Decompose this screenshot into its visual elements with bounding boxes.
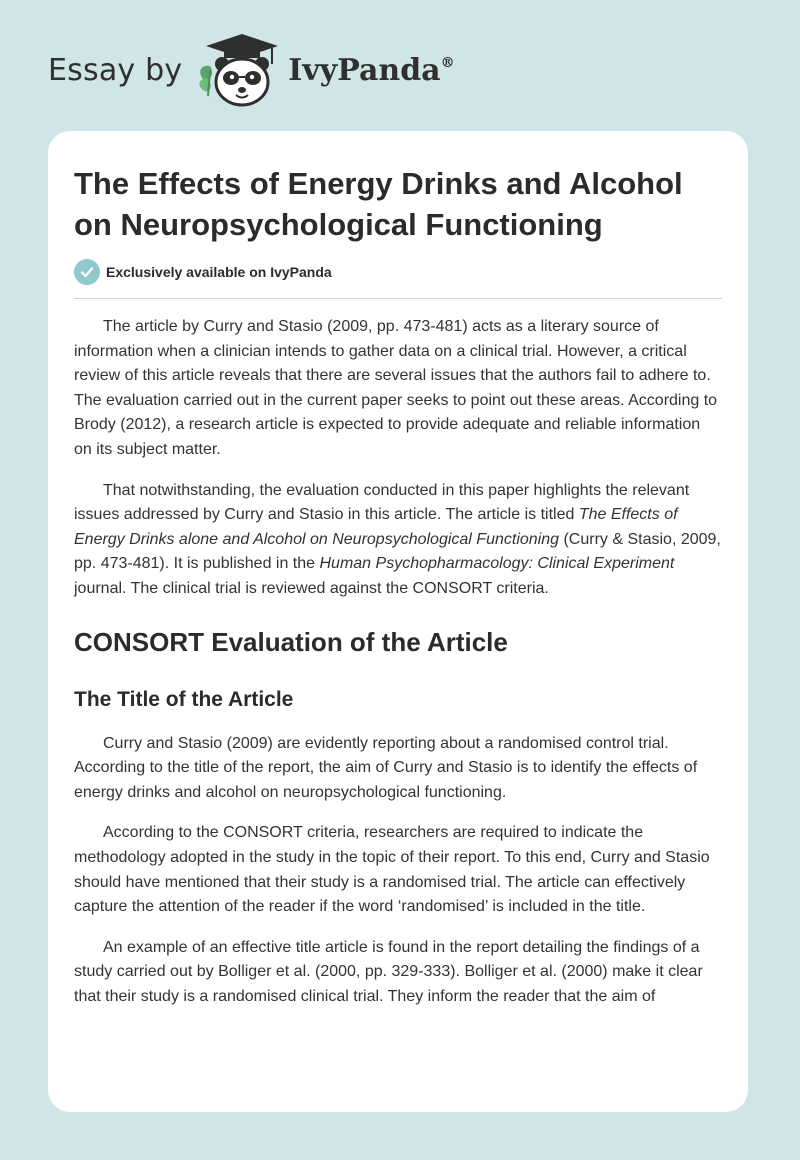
registered-mark: ® (440, 54, 455, 71)
paragraph-5: An example of an effective title article is found in the report detailing the findings of a study carried out by Bolliger et al. (2000, pp. 329-333). Bolliger et al. (2000) make it clear that their study is a randomised clinical trial. They inform the reader that the aim of (74, 938, 703, 1005)
exclusive-badge (74, 258, 722, 286)
section-heading: CONSORT Evaluation of the Article (74, 626, 508, 657)
journal-name-italic: Human Psychopharmacology: Clinical Experiment (319, 555, 675, 573)
subsection-heading: The Title of the Article (74, 687, 294, 711)
essay-content (74, 163, 722, 1025)
page-title: The Effects of Energy Drinks and Alcohol on Neuropsychological Functioning (74, 166, 683, 242)
paragraph-3: Curry and Stasio (2009) are evidently reporting about a randomised control trial. According to the title of the report, the aim of Curry and Stasio is to identify the effects of energy drinks and alcohol on neuropsychological functioning. (74, 734, 698, 801)
paragraph-2: That notwithstanding, the evaluation conducted in this paper highlights the relevant issues addressed by Curry and Stasio in this article. The article is titled The Effects of Energy Drinks alone and Alcohol on Neuropsychological Functioning (Curry & Stasio, 2009, pp. 473-481). It is published in the Human Psychopharmacology: Clinical Experiment journal. The clinical trial is reviewed against the CONSORT criteria. (74, 481, 721, 597)
exclusive-label: Exclusively available on IvyPanda (106, 264, 332, 280)
brand-name[interactable]: IvyPanda® (288, 52, 455, 88)
article-title-italic: The Effects of Energy Drinks alone and Alcohol on Neuropsychological Functioning (74, 506, 678, 548)
essay-by-label: Essay by (48, 52, 183, 88)
check-icon (74, 259, 100, 285)
site-header (48, 30, 468, 110)
paragraph-1: The article by Curry and Stasio (2009, pp. 473-481) acts as a literary source of information when a clinician intends to gather data on a clinical trial. However, a critical review of this article reveals that there are several issues that the authors fail to adhere to. The evaluation carried out in the current paper seeks to point out these areas. According to Brody (2012), a research article is expected to provide adequate and reliable information on its subject matter. (74, 318, 718, 458)
paragraph-4: According to the CONSORT criteria, researchers are required to indicate the methodology adopted in the study in the topic of their report. To this end, Curry and Stasio should have mentioned that their study is a randomised trial. The article can effectively capture the attention of the reader if the word ‘randomised’ is included in the title. (74, 824, 710, 916)
divider (74, 298, 722, 299)
essay-card (48, 131, 748, 1112)
panda-logo-icon[interactable] (192, 30, 280, 110)
